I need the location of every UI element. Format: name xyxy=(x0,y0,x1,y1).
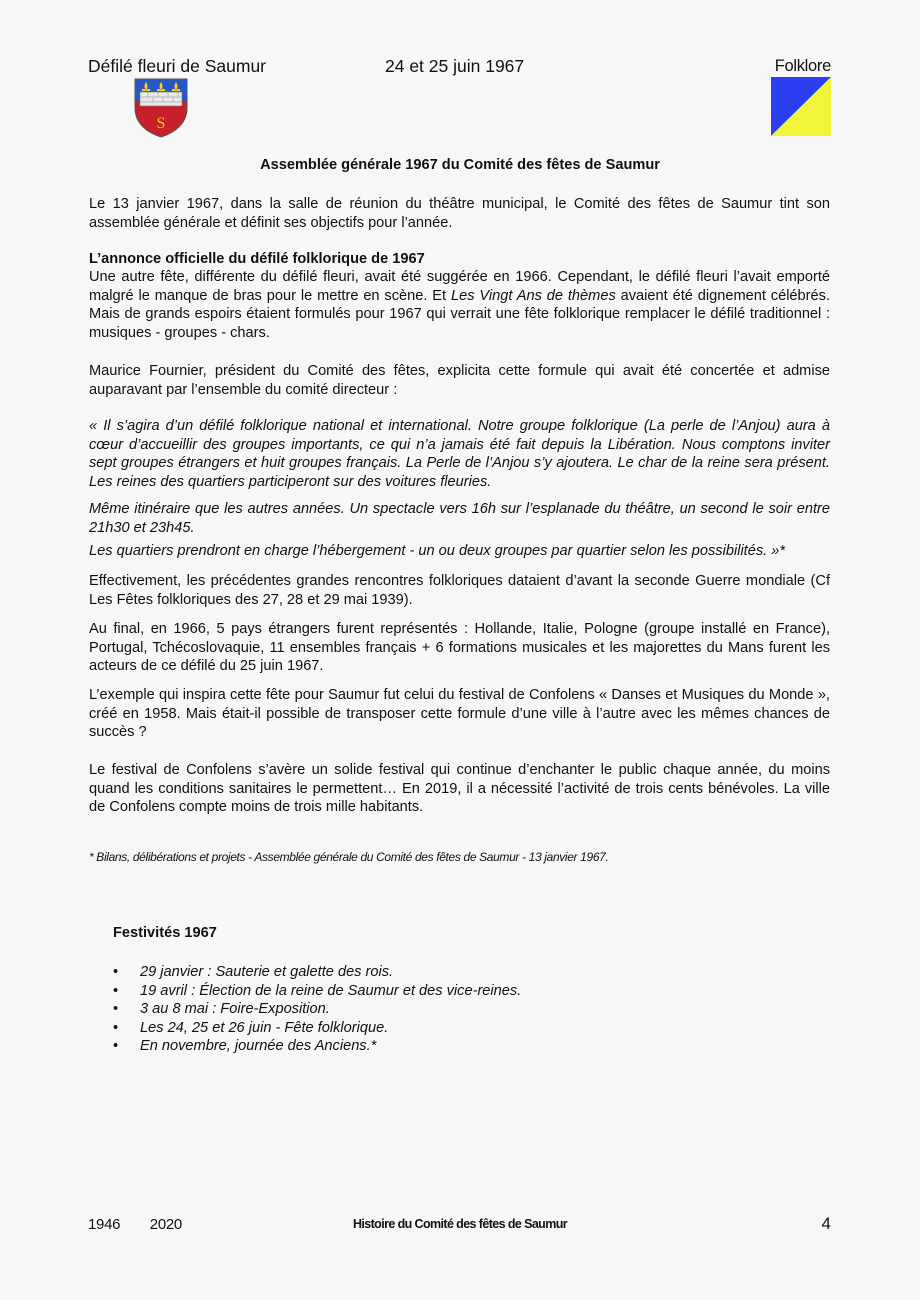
list-item: • 19 avril : Élection de la reine de Saumur et des vice-reines. xyxy=(113,982,521,1001)
quote-paragraph-3: Les quartiers prendront en charge l’hébergement - un ou deux groupes par quartier selon les possibilités. »* xyxy=(89,543,786,559)
list-item: • 29 janvier : Sauterie et galette des rois. xyxy=(113,963,521,982)
footnote: * Bilans, délibérations et projets - Assemblée générale du Comité des fêtes de Saumur - 13 janvier 1967. xyxy=(89,850,609,864)
annonce-text-italic: Les Vingt Ans de thèmes xyxy=(450,287,616,304)
section-heading-annonce: L’annonce officielle du défilé folklorique de 1967 xyxy=(89,251,425,267)
festivites-list xyxy=(113,963,521,1056)
header-left-title: Défilé fleuri de Saumur xyxy=(88,56,266,76)
footer-book-title: Histoire du Comité des fêtes de Saumur xyxy=(352,1217,568,1231)
list-item: • Les 24, 25 et 26 juin - Fête folklorique. xyxy=(113,1019,521,1038)
annonce-text-end: avaient été dignement célébrés. Mais de grands espoirs étaient formulés pour 1967 qui verrait une fête folklorique remplacer le défilé traditionnel : musiques - groupes - chars. xyxy=(89,287,830,341)
page-number: 4 xyxy=(821,1214,831,1233)
header-right-category: Folklore xyxy=(774,57,831,75)
final-paragraph: Au final, en 1966, 5 pays étrangers furent représentés : Hollande, Italie, Pologne (groupe installé en France), Portugal, Tchécoslovaquie, 11 ensembles français + 6 formations musicales et les majorettes du Mans furent les acteurs de ce défilé du 25 juin 1967. xyxy=(89,621,830,675)
annonce-paragraph xyxy=(89,268,830,342)
folklore-flag-icon xyxy=(771,77,831,136)
fournier-paragraph: Maurice Fournier, président du Comité des fêtes, explicita cette formule qui avait été concertée et admise auparavant par l’ensemble du comité directeur : xyxy=(89,363,830,398)
saumur-coat-of-arms-icon xyxy=(134,78,188,138)
svg-text:S: S xyxy=(156,115,166,132)
document-title: Assemblée générale 1967 du Comité des fêtes de Saumur xyxy=(260,157,660,173)
effectivement-paragraph: Effectivement, les précédentes grandes rencontres folkloriques dataient d’avant la seconde Guerre mondiale (Cf Les Fêtes folkloriques des 27, 28 et 29 mai 1939). xyxy=(89,573,830,608)
list-item: • 3 au 8 mai : Foire-Exposition. xyxy=(113,1000,521,1019)
list-item: • En novembre, journée des Anciens.* xyxy=(113,1037,521,1056)
annonce-text-start: Une autre fête, différente du défilé fleuri, avait été suggérée en 1966. Cependant, le défilé fleuri l’avait emporté malgré le manque de bras pour le mettre en scène. Et xyxy=(89,269,830,304)
exemple-paragraph: L’exemple qui inspira cette fête pour Saumur fut celui du festival de Confolens « Danses et Musiques du Monde », créé en 1958. Mais était-il possible de transposer cette formule d’une ville à l’autre avec les mêmes chances de succès ? xyxy=(89,687,830,741)
confolens-paragraph: Le festival de Confolens s’avère un solide festival qui continue d’enchanter le public chaque année, du moins quand les conditions sanitaires le permettent… En 2019, il a nécessité l’activité de trois cents bénévoles. La ville de Confolens compte moins de trois mille habitants. xyxy=(89,762,830,816)
quote-paragraph-1: « Il s’agira d’un défilé folklorique national et international. Notre groupe folklorique (La perle de l’Anjou) aura à cœur d’accueillir des groupes importants, ce qui n’a jamais été fait depuis la Libération. Nous comptons inviter sept groupes étrangers et huit groupes français. La Perle de l’Anjou s’y ajoutera. Le char de la reine sera présent. Les reines des quartiers participeront sur des voitures fleuries. xyxy=(89,418,830,490)
festivites-title: Festivités 1967 xyxy=(113,925,217,941)
footer-years: 1946 2020 xyxy=(88,1216,182,1233)
quote-paragraph-2: Même itinéraire que les autres années. Un spectacle vers 16h sur l’esplanade du théâtre, un second le soir entre 21h30 et 23h45. xyxy=(89,501,830,536)
header-date: 24 et 25 juin 1967 xyxy=(385,56,525,76)
intro-paragraph: Le 13 janvier 1967, dans la salle de réunion du théâtre municipal, le Comité des fêtes de Saumur tint son assemblée générale et définit ses objectifs pour l’année. xyxy=(89,196,830,231)
